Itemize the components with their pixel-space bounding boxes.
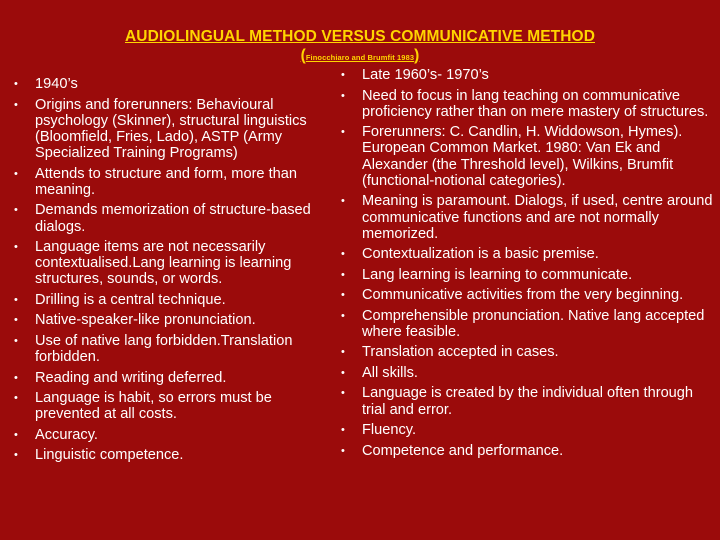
bullet-icon: • [341, 424, 345, 437]
audiolingual-item [8, 292, 334, 308]
audiolingual-item-text: Native-speaker-like pronunciation. [35, 312, 256, 329]
communicative-item [335, 193, 717, 242]
bullet-icon: • [341, 387, 345, 400]
communicative-column [335, 67, 717, 463]
communicative-item [335, 422, 717, 438]
communicative-item-text: Need to focus in lang teaching on communicative proficiency rather than on mere mastery of structures. [362, 87, 709, 120]
slide-title [0, 28, 720, 67]
bullet-icon: • [341, 195, 345, 208]
communicative-item [335, 344, 717, 360]
bullet-icon: • [341, 309, 345, 322]
bullet-icon: • [14, 167, 18, 180]
bullet-icon: • [14, 334, 18, 347]
audiolingual-item-text: Reading and writing deferred. [35, 369, 227, 386]
bullet-icon: • [14, 204, 18, 217]
audiolingual-item [8, 97, 334, 162]
bullet-icon: • [341, 89, 345, 102]
audiolingual-item [8, 312, 334, 328]
audiolingual-item [8, 239, 334, 288]
communicative-item [335, 267, 717, 283]
open-paren: ( [300, 47, 306, 64]
bullet-icon: • [14, 78, 18, 90]
bullet-icon: • [341, 268, 345, 281]
audiolingual-item-text: 1940’s [35, 76, 78, 92]
communicative-item [335, 246, 717, 262]
audiolingual-item [8, 370, 334, 386]
communicative-item [335, 124, 717, 189]
bullet-icon: • [14, 293, 18, 306]
communicative-item-text: Lang learning is learning to communicate. [362, 266, 633, 283]
bullet-icon: • [341, 289, 345, 302]
communicative-item-text: Comprehensible pronunciation. Native lang accepted where feasible. [362, 307, 705, 340]
title-citation: Finocchiaro and Brumfit 1983 [305, 53, 415, 62]
audiolingual-item [8, 390, 334, 422]
bullet-icon: • [14, 428, 18, 441]
bullet-icon: • [14, 98, 18, 111]
communicative-item-text: Fluency. [362, 422, 417, 439]
communicative-item [335, 88, 717, 120]
communicative-item-text: Communicative activities from the very beginning. [362, 287, 684, 304]
bullet-icon: • [341, 444, 345, 457]
bullet-icon: • [341, 126, 345, 139]
audiolingual-item-text: Linguistic competence. [35, 447, 184, 464]
audiolingual-item-text: Language items are not necessarily contextualised.Lang learning is learning structures, sounds, or words. [35, 239, 292, 288]
communicative-item [335, 365, 717, 381]
communicative-item [335, 287, 717, 303]
bullet-icon: • [14, 371, 18, 384]
communicative-item-text: Late 1960’s- 1970’s [362, 67, 489, 83]
communicative-item-text: All skills. [362, 364, 418, 381]
communicative-item-text: Contextualization is a basic premise. [362, 246, 599, 263]
communicative-item-text: Language is created by the individual often through trial and error. [362, 385, 694, 418]
audiolingual-item [8, 447, 334, 463]
bullet-icon: • [341, 69, 345, 81]
bullet-icon: • [14, 241, 18, 254]
bullet-icon: • [341, 248, 345, 261]
bullet-icon: • [14, 449, 18, 462]
communicative-item-text: Translation accepted in cases. [362, 344, 559, 361]
audiolingual-item [8, 333, 334, 365]
audiolingual-item-text: Demands memorization of structure-based dialogs. [35, 202, 311, 235]
communicative-item [335, 443, 717, 459]
audiolingual-item-text: Drilling is a central technique. [35, 291, 226, 308]
audiolingual-item [8, 202, 334, 234]
communicative-item-text: Meaning is paramount. Dialogs, if used, centre around communicative functions and are not normally memorized. [362, 193, 713, 242]
audiolingual-item [8, 427, 334, 443]
title-citation-line [0, 47, 720, 67]
title-line1: AUDIOLINGUAL METHOD VERSUS COMMUNICATIVE METHOD [125, 28, 595, 45]
audiolingual-item-text: Language is habit, so errors must be prevented at all costs. [35, 390, 272, 423]
audiolingual-column [8, 76, 334, 468]
close-paren: ) [414, 47, 420, 64]
audiolingual-item-text: Use of native lang forbidden.Translation forbidden. [35, 332, 293, 366]
audiolingual-item-text: Attends to structure and form, more than meaning. [35, 165, 298, 198]
audiolingual-item-text: Accuracy. [35, 426, 98, 443]
audiolingual-item [8, 166, 334, 198]
communicative-item-text: Competence and performance. [362, 442, 564, 459]
bullet-icon: • [14, 314, 18, 327]
communicative-item-text: Forerunners: C. Candlin, H. Widdowson, Hymes). European Common Market. 1980: Van Ek and Alexander (the Threshold level), Wilkins, Brumfit (functional-notional categories). [362, 124, 683, 189]
bullet-icon: • [341, 346, 345, 359]
communicative-item [335, 67, 717, 83]
audiolingual-item-text: Origins and forerunners: Behavioural psychology (Skinner), structural linguistics (Bloomfield, Fries, Lado), ASTP (Army Specialized Training Programs) [35, 96, 307, 162]
bullet-icon: • [14, 392, 18, 405]
communicative-item [335, 385, 717, 417]
communicative-item [335, 308, 717, 340]
bullet-icon: • [341, 366, 345, 379]
audiolingual-item [8, 76, 334, 92]
